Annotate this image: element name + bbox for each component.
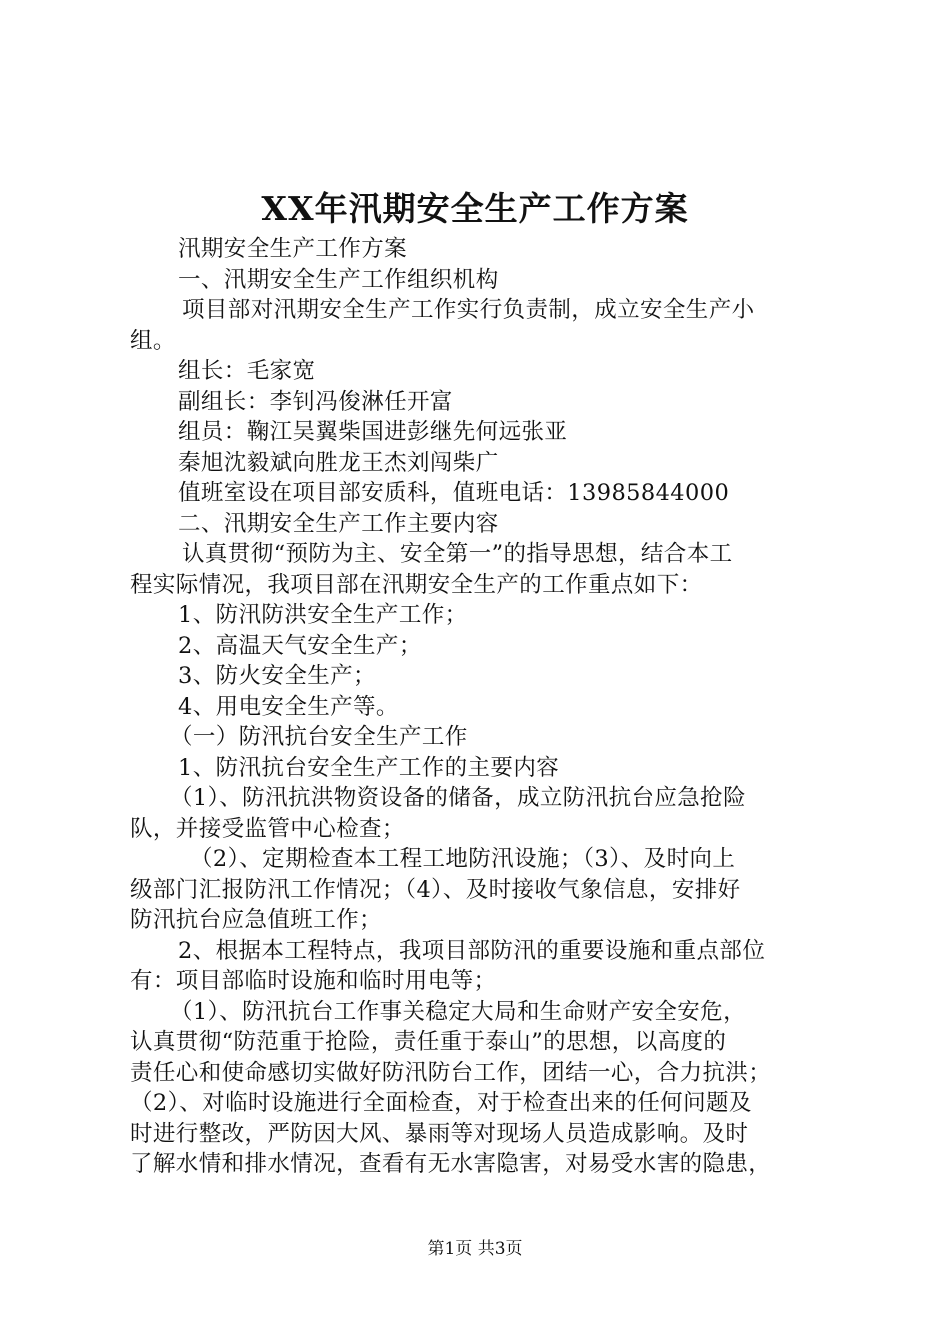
text-line: 2、高温天气安全生产； — [178, 632, 422, 659]
text-line: 组长：毛家宽 — [178, 358, 316, 384]
text-line: 队，并接受监管中心检查； — [130, 815, 405, 842]
text-line: 秦旭沈毅斌向胜龙王杰刘闯柴广 — [178, 449, 499, 476]
text-line: 项目部对汛期安全生产工作实行负责制，成立安全生产小 — [182, 297, 755, 323]
text-line: （1）、防汛抗洪物资设备的储备，成立防汛抗台应急抢险 — [170, 785, 746, 811]
text-line: 4、用电安全生产等。 — [178, 693, 399, 720]
text-line: （1）、防汛抗台工作事关稳定大局和生命财产安全安危， — [170, 998, 746, 1025]
text-line: 有：项目部临时设施和临时用电等； — [130, 968, 497, 994]
text-line: 1、防汛抗台安全生产工作的主要内容 — [178, 754, 560, 781]
text-line: 级部门汇报防汛工作情况；（4）、及时接收气象信息，安排好 — [130, 876, 741, 903]
text-line: （2）、定期检查本工程工地防汛设施；（3）、及时向上 — [190, 846, 736, 872]
text-line: 3、防火安全生产； — [178, 663, 376, 689]
text-line: 了解水情和排水情况，查看有无水害隐害，对易受水害的隐患， — [130, 1151, 772, 1177]
text-line: 组员：鞠江吴翼柴国进彭继先何远张亚 — [178, 419, 568, 445]
text-line: 2、根据本工程特点，我项目部防汛的重要设施和重点部位 — [178, 937, 766, 964]
text-line: 二、汛期安全生产工作主要内容 — [178, 510, 499, 537]
document-body — [130, 234, 830, 1180]
text-line: （一）防汛抗台安全生产工作 — [170, 724, 468, 750]
text-line: 认真贯彻“预防为主、安全第一”的指导思想，结合本工 — [182, 541, 733, 567]
text-line: 组。 — [130, 327, 176, 354]
text-line: 时进行整改，严防因大风、暴雨等对现场人员造成影响。及时 — [130, 1120, 749, 1147]
text-line: 汛期安全生产工作方案 — [178, 236, 408, 262]
text-line: 认真贯彻“防范重于抢险，责任重于泰山”的思想，以高度的 — [130, 1029, 727, 1055]
text-line: 一、汛期安全生产工作组织机构 — [178, 266, 499, 293]
text-line: （2）、对临时设施进行全面检查，对于检查出来的任何问题及 — [130, 1090, 752, 1116]
text-line: 1、防汛防洪安全生产工作； — [178, 602, 468, 628]
page-number-footer: 第1页 共3页 — [427, 1239, 523, 1259]
text-line: 程实际情况，我项目部在汛期安全生产的工作重点如下： — [130, 571, 703, 598]
text-line: 值班室设在项目部安质科，值班电话：13985844000 — [178, 480, 730, 506]
text-line: 责任心和使命感切实做好防汛防台工作，团结一心，合力抗洪； — [130, 1059, 772, 1086]
text-line: 防汛抗台应急值班工作； — [130, 907, 382, 933]
text-line: 副组长：李钊冯俊淋任开富 — [178, 388, 453, 415]
document-title: XX年汛期安全生产工作方案 — [261, 189, 689, 228]
